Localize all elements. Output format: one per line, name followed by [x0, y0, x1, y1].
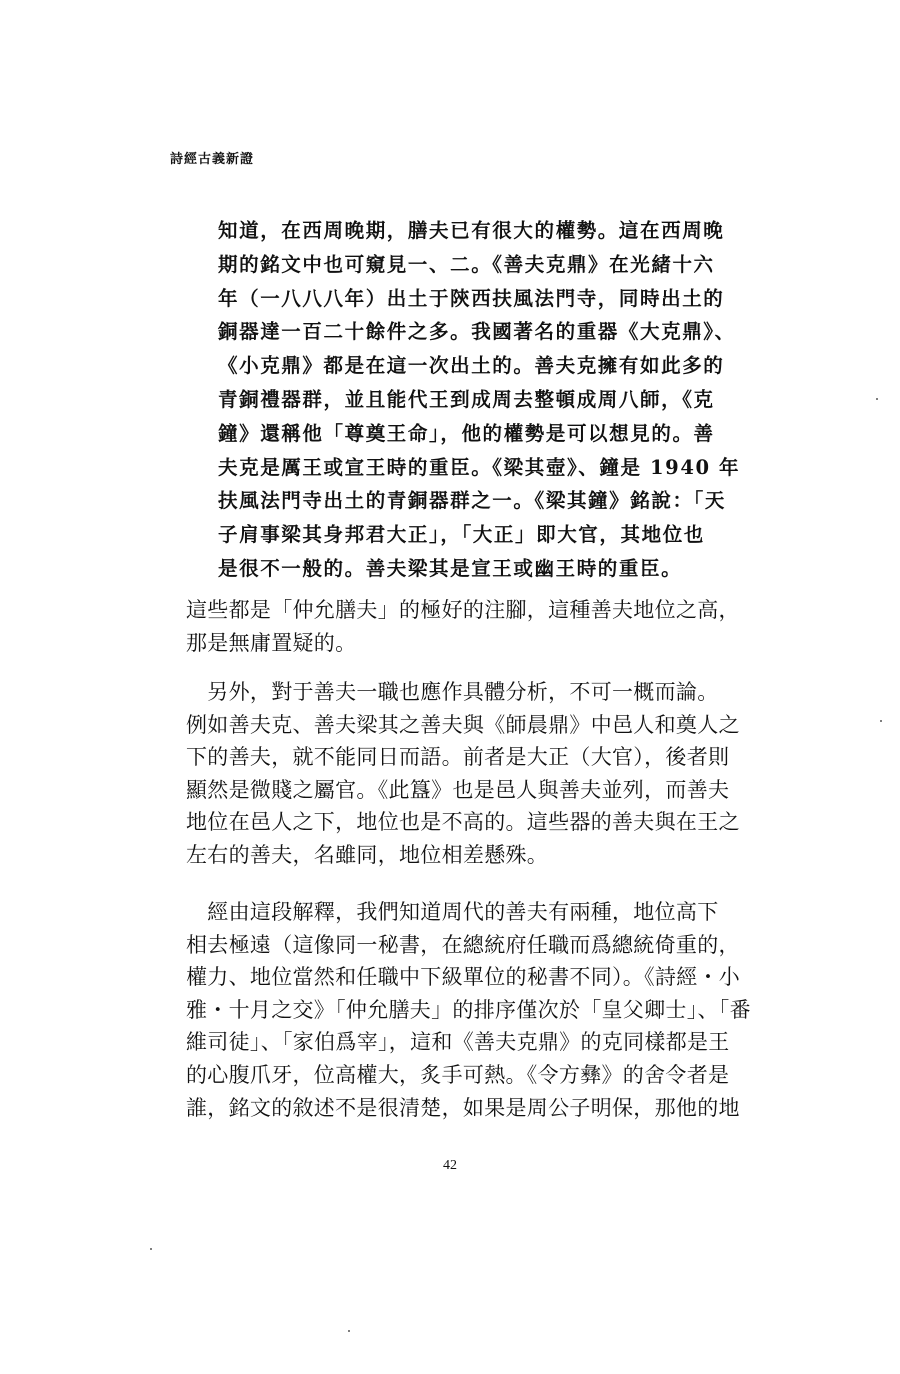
quote-line: 是很不一般的。善夫梁其是宣王或幽王時的重臣。	[218, 556, 683, 580]
quote-line: 鐘》還稱他「尊奠王命」，他的權勢是可以想見的。善	[218, 421, 715, 445]
quote-line: 青銅禮器群，並且能代王到成周去整頓成周八師，《克	[218, 387, 715, 411]
body-line: 相去極遠（這像同一秘書，在總統府任職而爲總統倚重的，	[186, 932, 740, 957]
body-line: 下的善夫，就不能同日而語。前者是大正（大官），後者則	[186, 745, 730, 770]
scan-speck	[880, 720, 882, 722]
body-line: 另外，對于善夫一職也應作具體分析，不可一概而論。	[186, 680, 719, 704]
body-line: 例如善夫克、善夫梁其之善夫與《師晨鼎》中邑人和奠人之	[186, 712, 740, 737]
body-line: 這些都是「仲允膳夫」的極好的注腳，這種善夫地位之高，	[186, 598, 740, 622]
body-line: 地位在邑人之下，地位也是不高的。這些器的善夫與在王之	[186, 810, 740, 835]
quote-line: 銅器達一百二十餘件之多。我國著名的重器《大克鼎》、	[218, 320, 736, 344]
body-line: 左右的善夫，名雖同，地位相差懸殊。	[186, 842, 549, 867]
page-number: 42	[443, 1158, 457, 1173]
body-line: 權力、地位當然和任職中下級單位的秘書不同）。《詩經・小	[186, 965, 741, 990]
body-line: 維司徒」、「家伯爲宰」，這和《善夫克鼎》的克同樣都是王	[186, 1030, 730, 1055]
block-quote	[218, 214, 778, 586]
body-line: 經由這段解釋，我們知道周代的善夫有兩種，地位高下	[186, 900, 719, 924]
body-paragraph	[186, 676, 786, 872]
quote-line: 扶風法門寺出土的青銅器群之一。《梁其鐘》銘說：「天	[218, 489, 727, 513]
body-paragraph	[186, 594, 786, 659]
quote-line: 知道，在西周晚期，膳夫已有很大的權勢。這在西周晚	[218, 219, 725, 242]
quote-line: 期的銘文中也可窺見一、二。《善夫克鼎》在光緒十六	[218, 252, 715, 276]
quote-line: 子肩事梁其身邦君大正」，「大正」即大官，其地位也	[218, 523, 705, 547]
scan-speck	[150, 1248, 152, 1250]
scan-speck	[348, 1330, 350, 1332]
body-paragraph	[186, 896, 786, 1124]
body-line: 雅・十月之交》「仲允膳夫」的排序僅次於「皇父卿士」、「番	[186, 997, 751, 1022]
body-line: 誰，銘文的敘述不是很清楚，如果是周公子明保，那他的地	[186, 1095, 740, 1120]
quote-line: 年（一八八八年）出土于陝西扶風法門寺，同時出土的	[218, 286, 725, 310]
scan-speck	[876, 398, 878, 400]
body-line: 顯然是微賤之屬官。《此簋》也是邑人與善夫並列，而善夫	[186, 777, 730, 802]
body-line: 那是無庸置疑的。	[186, 630, 357, 655]
body-line: 的心腹爪牙，位高權大，炙手可熱。《令方彝》的舍令者是	[186, 1062, 730, 1087]
running-head: 詩經古義新證	[170, 152, 255, 167]
quote-line: 《小克鼎》都是在這一次出土的。善夫克擁有如此多的	[218, 354, 725, 378]
quote-line: 夫克是厲王或宣王時的重臣。《梁其壺》、鐘是 1940 年	[218, 455, 741, 479]
